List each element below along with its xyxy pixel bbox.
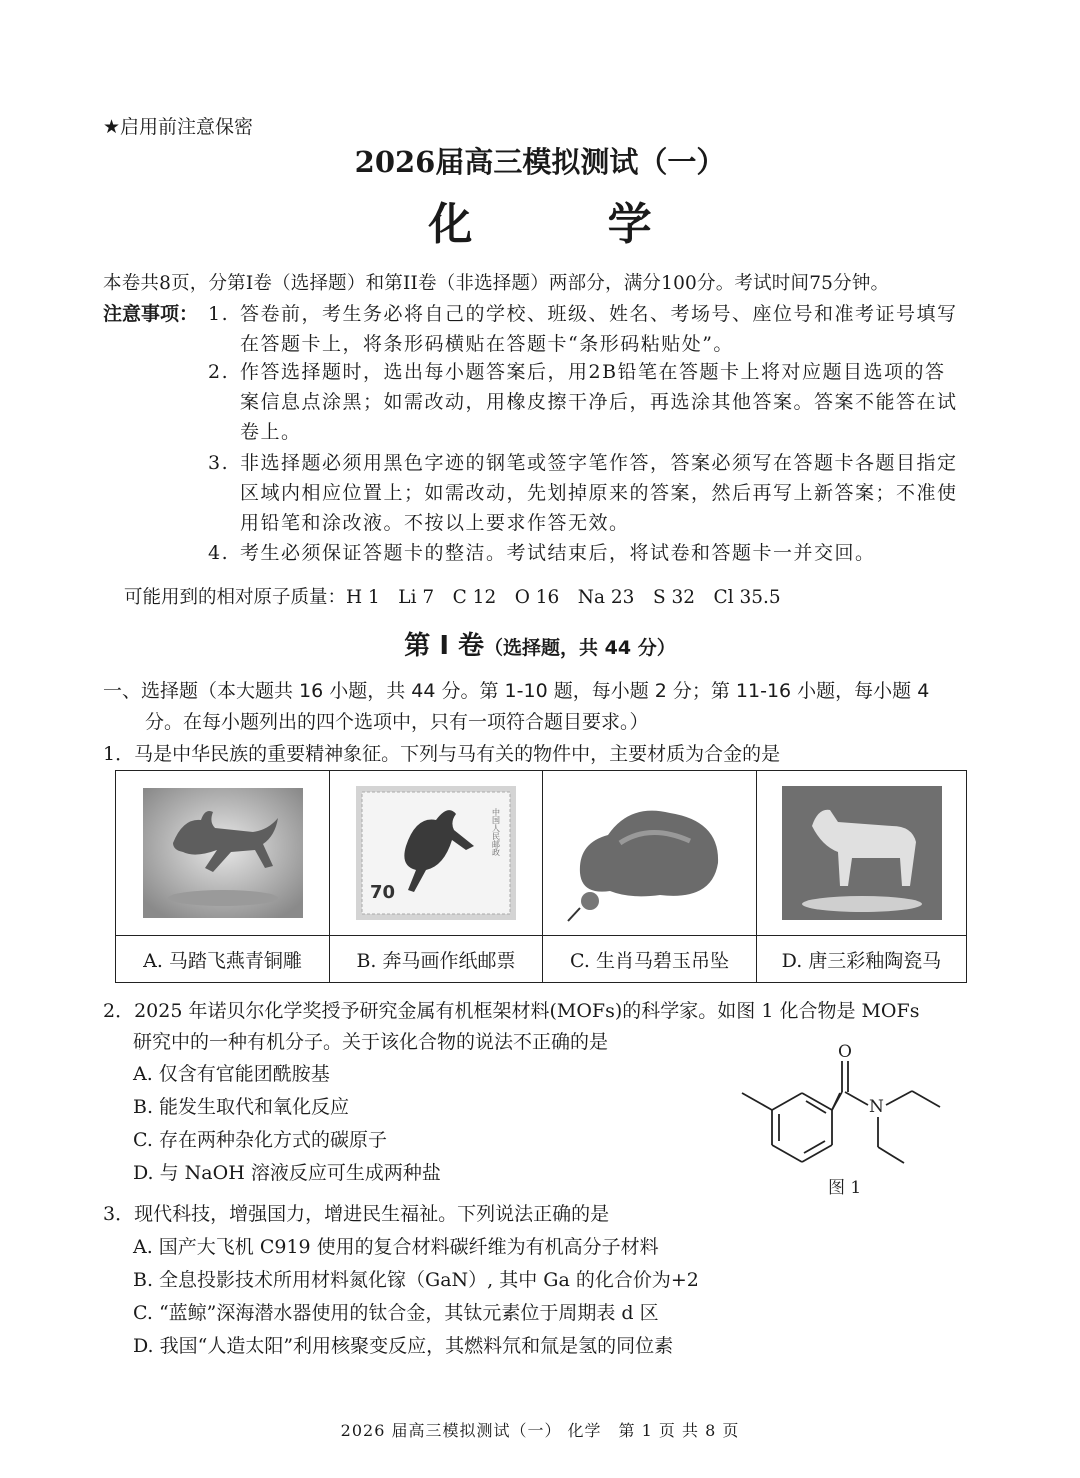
q1-option-c: C. 生肖马碧玉吊坠 [543,936,757,983]
jade-pendant-image [560,783,740,923]
q2-stem-line-1: 2．2025 年诺贝尔化学奖授予研究金属有机框架材料(MOFs)的科学家。如图 1 化合物是 MOFs [103,1000,920,1022]
q3-option-a: A. 国产大飞机 C919 使用的复合材料碳纤维为有机高分子材料 [133,1236,659,1258]
q2-option-d: D. 与 NaOH 溶液反应可生成两种盐 [133,1162,441,1184]
section-heading [0,625,1080,662]
q2-option-a: A. 仅含有官能团酰胺基 [133,1063,330,1085]
part-instructions-line-1: 一、选择题（本大题共 16 小题，共 44 分。第 1-10 题，每小题 2 分；第 11-16 小题，每小题 4 [103,680,930,702]
note-4-num: 4. [208,542,230,564]
q2-option-c: C. 存在两种杂化方式的碳原子 [133,1129,387,1151]
q2-option-b: B. 能发生取代和氧化反应 [133,1096,350,1118]
bronze-horse-image [143,788,303,918]
confidential-mark: ★启用前注意保密 [103,116,254,138]
note-2-line-2: 案信息点涂黑；如需改动，用橡皮擦干净后，再选涂其他答案。答案不能答在试 [240,391,958,413]
figure-1-molecule [700,1035,960,1205]
note-1-line-2: 在答题卡上，将条形码横贴在答题卡“条形码粘贴处”。 [240,333,734,355]
q1-stem: 1．马是中华民族的重要精神象征。下列与马有关的物件中，主要材质为合金的是 [103,743,781,765]
q3-stem: 3．现代科技，增强国力，增进民生福祉。下列说法正确的是 [103,1203,610,1225]
stamp-value: 70 [370,882,396,903]
notes-label: 注意事项： [103,303,199,325]
atom-nitrogen: N [869,1097,884,1117]
q1-option-b: B. 奔马画作纸邮票 [330,936,543,983]
section-subtitle: （选择题，共 44 分） [484,637,676,659]
note-2-line-1: 作答选择题时，选出每小题答案后，用2B铅笔在答题卡上将对应题目选项的答 [240,361,946,383]
stamp-image [356,786,516,920]
q3-option-b: B. 全息投影技术所用材料氮化镓（GaN）, 其中 Ga 的化合价为+2 [133,1269,699,1291]
page-footer: 2026 届高三模拟测试（一） 化学 第 1 页 共 8 页 [340,1421,740,1440]
note-3-num: 3. [208,452,230,474]
note-2-num: 2. [208,361,230,383]
q1-image-d [757,771,967,936]
part-instructions-line-2: 分。在每小题列出的四个选项中，只有一项符合题目要求。） [145,711,649,733]
q1-image-c [543,771,757,936]
q1-options-table [115,770,967,983]
section-title: 第 I 卷 [404,631,485,661]
note-4-line-1: 考生必须保证答题卡的整洁。考试结束后，将试卷和答题卡一并交回。 [240,542,876,564]
intro-text: 本卷共8页，分第I卷（选择题）和第II卷（非选择题）两部分，满分100分。考试时间75分钟。 [103,273,890,294]
note-2-line-3: 卷上。 [240,421,302,443]
atom-oxygen: O [838,1042,852,1062]
q1-option-d: D. 唐三彩釉陶瓷马 [757,936,967,983]
q1-image-a [116,771,330,936]
note-1-num: 1. [208,303,230,325]
note-3-line-2: 区域内相应位置上；如需改动，先划掉原来的答案，然后再写上新答案；不准使 [240,482,958,504]
stamp-country: 中国人民邮政 [491,808,501,856]
tang-horse-image [782,786,942,920]
exam-title: 2026届高三模拟测试（一） [354,145,726,179]
q2-stem-line-2: 研究中的一种有机分子。关于该化合物的说法不正确的是 [133,1031,609,1053]
note-3-line-3: 用铅笔和涂改液。不按以上要求作答无效。 [240,512,630,534]
q1-option-a: A. 马踏飞燕青铜雕 [116,936,330,983]
q1-image-b [330,771,543,936]
note-1-line-1: 答卷前，考生务必将自己的学校、班级、姓名、考场号、座位号和准考证号填写 [240,303,958,325]
note-3-line-1: 非选择题必须用黑色字迹的钢笔或签字笔作答，答案必须写在答题卡各题目指定 [240,452,958,474]
atomic-masses: 可能用到的相对原子质量：H 1 Li 7 C 12 O 16 Na 23 S 32 Cl 35.5 [124,587,781,608]
subject-title: 化 学 [428,199,712,250]
figure-1-caption: 图 1 [828,1178,862,1198]
q3-option-d: D. 我国“人造太阳”利用核聚变反应，其燃料氘和氚是氢的同位素 [133,1335,674,1357]
q3-option-c: C. “蓝鲸”深海潜水器使用的钛合金，其钛元素位于周期表 d 区 [133,1302,659,1324]
